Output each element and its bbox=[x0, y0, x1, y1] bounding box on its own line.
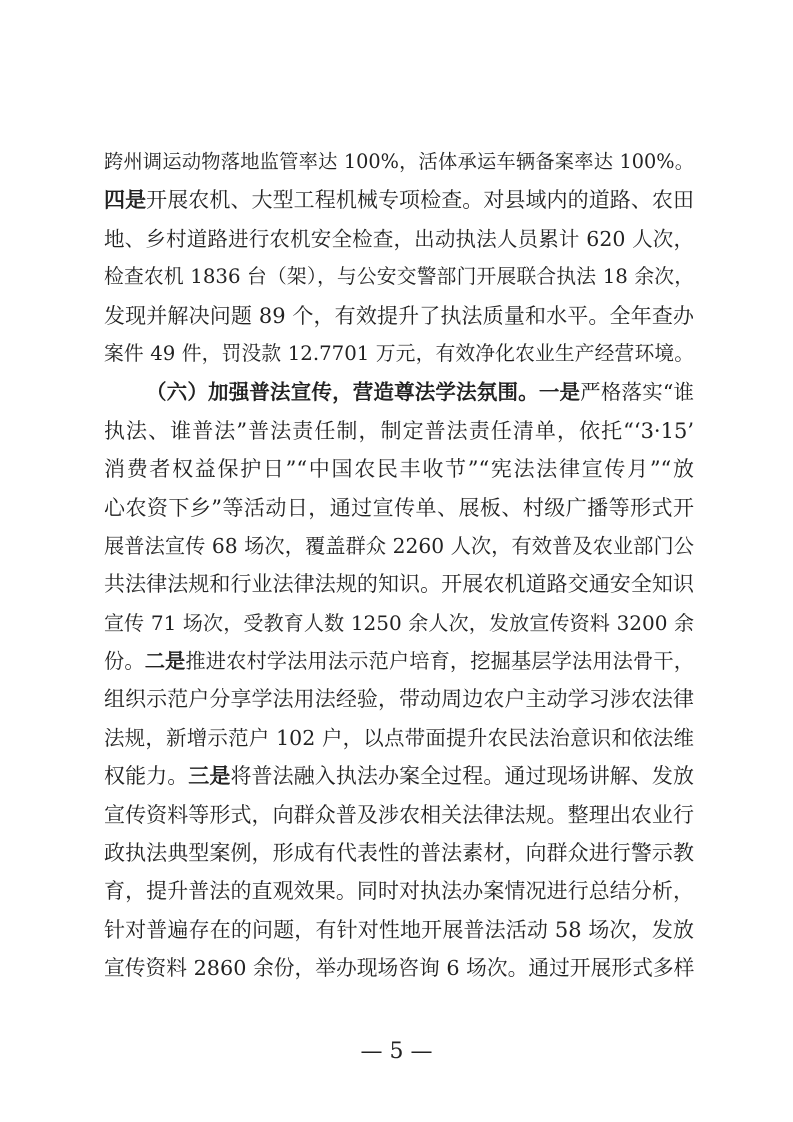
text-segment: 将普法融入执法办案全过程。通过现场讲解、发放 bbox=[230, 764, 695, 789]
text-segment: 权能力。 bbox=[104, 764, 189, 789]
text-line bbox=[104, 335, 694, 373]
text-line bbox=[104, 450, 694, 488]
text-line bbox=[104, 489, 694, 527]
text-segment: 育，提升普法的直观效果。同时对执法办案情况进行总结分析， bbox=[104, 879, 694, 904]
text-line bbox=[104, 796, 694, 834]
bold-text-segment: 二是 bbox=[144, 649, 186, 674]
text-segment: 共法律法规和行业法律法规的知识。开展农机道路交通安全知识 bbox=[104, 572, 694, 597]
text-line bbox=[104, 949, 694, 987]
text-segment: 组织示范户分享学法用法经验，带动周边农户主动学习涉农法律 bbox=[104, 687, 694, 712]
bold-text-segment: 四是 bbox=[104, 187, 147, 213]
text-line bbox=[104, 181, 694, 219]
text-segment: 份。 bbox=[104, 649, 145, 674]
text-segment: 宣传 71 场次，受教育人数 1250 余人次，发放宣传资料 3200 余 bbox=[104, 610, 694, 635]
text-segment: 宣传资料等形式，向群众普及涉农相关法律法规。整理出农业行 bbox=[104, 802, 694, 827]
text-line bbox=[104, 757, 694, 795]
text-segment: 针对普遍存在的问题，有针对性地开展普法活动 58 场次，发放 bbox=[104, 917, 694, 942]
page-number: — 5 — bbox=[360, 1039, 433, 1064]
bold-text-segment: 一是 bbox=[538, 380, 581, 405]
text-segment: 检查农机 1836 台（架），与公安交警部门开展联合执法 18 余次， bbox=[104, 265, 694, 289]
text-line bbox=[104, 565, 694, 603]
text-line bbox=[104, 412, 694, 450]
text-line bbox=[104, 527, 694, 565]
text-segment: 案件 49 件，罚没款 12.7701 万元，有效净化农业生产经营环境。 bbox=[104, 341, 694, 365]
text-segment: 开展农机、大型工程机械专项检查。对县域内的道路、农田 bbox=[146, 188, 695, 213]
text-segment: 跨州调运动物落地监管率达 100%，活体承运车辆备案率达 100%。 bbox=[104, 150, 694, 173]
text-segment: 展普法宣传 68 场次，覆盖群众 2260 人次，有效普及农业部门公 bbox=[104, 533, 694, 558]
text-line bbox=[104, 642, 694, 680]
text-segment: 心农资下乡”等活动日，通过宣传单、展板、村级广播等形式开 bbox=[104, 495, 694, 520]
text-line bbox=[104, 719, 694, 757]
text-line bbox=[104, 911, 694, 949]
text-segment: 法规，新增示范户 102 户，以点带面提升农民法治意识和依法维 bbox=[104, 725, 694, 750]
text-line bbox=[104, 258, 694, 296]
text-line bbox=[104, 143, 694, 181]
text-segment: 严格落实“谁 bbox=[580, 380, 695, 405]
body-text bbox=[104, 143, 694, 988]
text-segment: 执法、谁普法”普法责任制，制定普法责任清单，依托“‘3·15’ bbox=[104, 418, 694, 443]
text-segment: 发现并解决问题 89 个，有效提升了执法质量和水平。全年查办 bbox=[104, 303, 694, 328]
text-line bbox=[104, 604, 694, 642]
text-line bbox=[104, 872, 694, 910]
text-segment: 消费者权益保护日”“中国农民丰收节”“宪法法律宣传月”“放 bbox=[104, 457, 694, 482]
text-segment: 地、乡村道路进行农机安全检查，出动执法人员累计 620 人次， bbox=[104, 226, 694, 251]
text-line bbox=[104, 220, 694, 258]
text-line bbox=[104, 680, 694, 718]
text-line bbox=[104, 834, 694, 872]
bold-text-segment: （六）加强普法宣传，营造尊法学法氛围。 bbox=[146, 380, 539, 405]
bold-text-segment: 三是 bbox=[188, 763, 231, 789]
text-segment: 宣传资料 2860 余份，举办现场咨询 6 场次。通过开展形式多样 bbox=[104, 956, 695, 981]
text-line bbox=[104, 297, 694, 335]
text-segment: 政执法典型案例，形成有代表性的普法素材，向群众进行警示教 bbox=[104, 841, 694, 866]
text-line bbox=[104, 373, 694, 411]
text-segment: 推进农村学法用法示范户培育，挖掘基层学法用法骨干， bbox=[185, 649, 694, 674]
